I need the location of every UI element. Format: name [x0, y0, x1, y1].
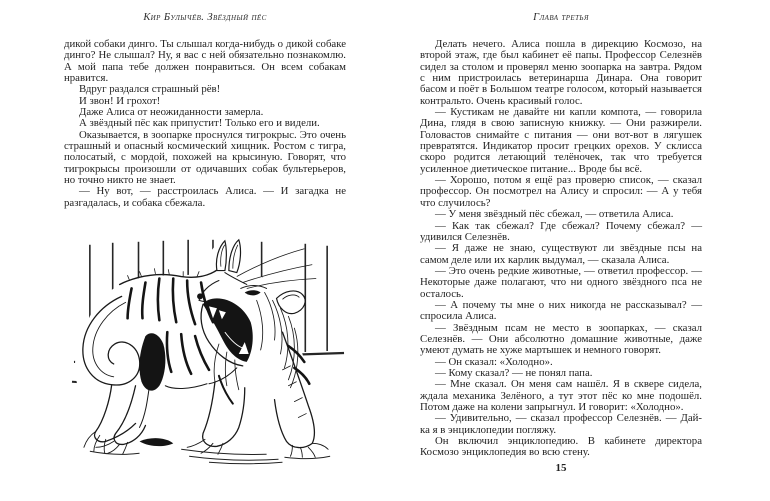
ground-shadow	[90, 449, 330, 463]
paragraph: дикой собаки динго. Ты слышал когда-нибудь о дикой собаке динго? Не слышал? Ну, я вас с ней обязательно познакомлю. А мой папа тебе должен понравиться. Он всем собакам нравится.	[64, 38, 346, 85]
paragraph: — Я даже не знаю, существуют ли звёздные псы на самом деле или их карлик выдумал, — сказала Алиса.	[420, 242, 702, 266]
paragraph: И звон! И грохот!	[79, 94, 161, 107]
paragraph: — Он сказал: «Холодно».	[435, 355, 553, 368]
paragraph: — Хорошо, потом я ещё раз проверю список, — сказал профессор. Он посмотрел на Алису и спросил: — А у тебя что случилось?	[420, 174, 702, 209]
paragraph: Вдруг раздался страшный рёв!	[79, 83, 221, 96]
right-page	[420, 0, 702, 501]
paragraph: — Кому сказал? — не понял папа.	[435, 366, 593, 379]
paragraph: — Удивительно, — сказал профессор Селезнёв. — Дай-ка я в энциклопедии погляжу.	[420, 412, 702, 436]
paragraph: — А почему ты мне о них никогда не рассказывал? — спросила Алиса.	[420, 298, 702, 323]
paragraph: — Ну вот, — расстроилась Алиса. — И загадка не разгадалась, и собака сбежала.	[64, 185, 346, 209]
right-page-text	[420, 39, 702, 459]
paragraph: Даже Алиса от неожиданности замерла.	[79, 106, 264, 119]
paragraph: Оказывается, в зоопарке проснулся тигрокрыс. Это очень страшный и опасный космический хищник. Ростом с тигра, полосатый, с мордой, похожей на крысиную. Говорят, что тигрокрысы произошли от одичавших собак бультерьеров, но точно никто не знает.	[64, 128, 346, 187]
paragraph: — Мне сказал. Он меня сам нашёл. Я в сквере сидела, ждала механика Зелёного, а тут этот пёс ко мне подошёл. Потом даже на колени запрыгнул. И говорит: «Холодно».	[420, 378, 702, 413]
left-page-text	[64, 39, 346, 209]
paragraph: — Как так сбежал? Где сбежал? Почему сбежал? — удивился Селезнёв.	[420, 219, 702, 243]
page-number: 15	[555, 462, 567, 474]
paragraph: Делать нечего. Алиса пошла в дирекцию Космозо, на второй этаж, где был кабинет её папы. Профессор Селезнёв сидел за столом и проверял меню зоопарка на завтра. Рядом с ним пристроилась ветеринарша Динара. Она говорит басом и поёт в Большом театре голосом, который называется контральто. Очень красивый голос.	[420, 38, 702, 107]
running-head-right: Глава третья	[533, 12, 589, 23]
paragraph: — Звёздным псам не место в зоопарках, — сказал Селезнёв. — Они абсолютно домашние животные, даже умеют думать не хуже мартышек и немного говорят.	[420, 321, 702, 357]
paragraph: — Это очень редкие животные, — ответил профессор. — Некоторые даже полагают, что ни одного звёздного пса не осталось.	[420, 264, 702, 300]
running-head-left: Кир Булычёв. Звёздный пёс	[143, 12, 267, 23]
paragraph: — Кустикам не давайте ни капли компота, — говорила Дина, глядя в свою записную книжку. — Они разжирели. Головастов снимайте с питания — они вот-вот в лягушек превратятся. Индикатор просит грецких орехов. У склисса скоро родится летающий телёночек, так что требуется усиленное диетическое питание... Вроде бы всё.	[420, 106, 702, 175]
paragraph: А звёздный пёс как припустит! Только его и видели.	[79, 117, 320, 130]
tigrokrys-illustration	[70, 236, 348, 466]
paragraph: Он включил энциклопедию. В кабинете директора Космозо энциклопедия во всю стену.	[420, 435, 702, 459]
paragraph: — У меня звёздный пёс сбежал, — ответила Алиса.	[435, 208, 674, 221]
